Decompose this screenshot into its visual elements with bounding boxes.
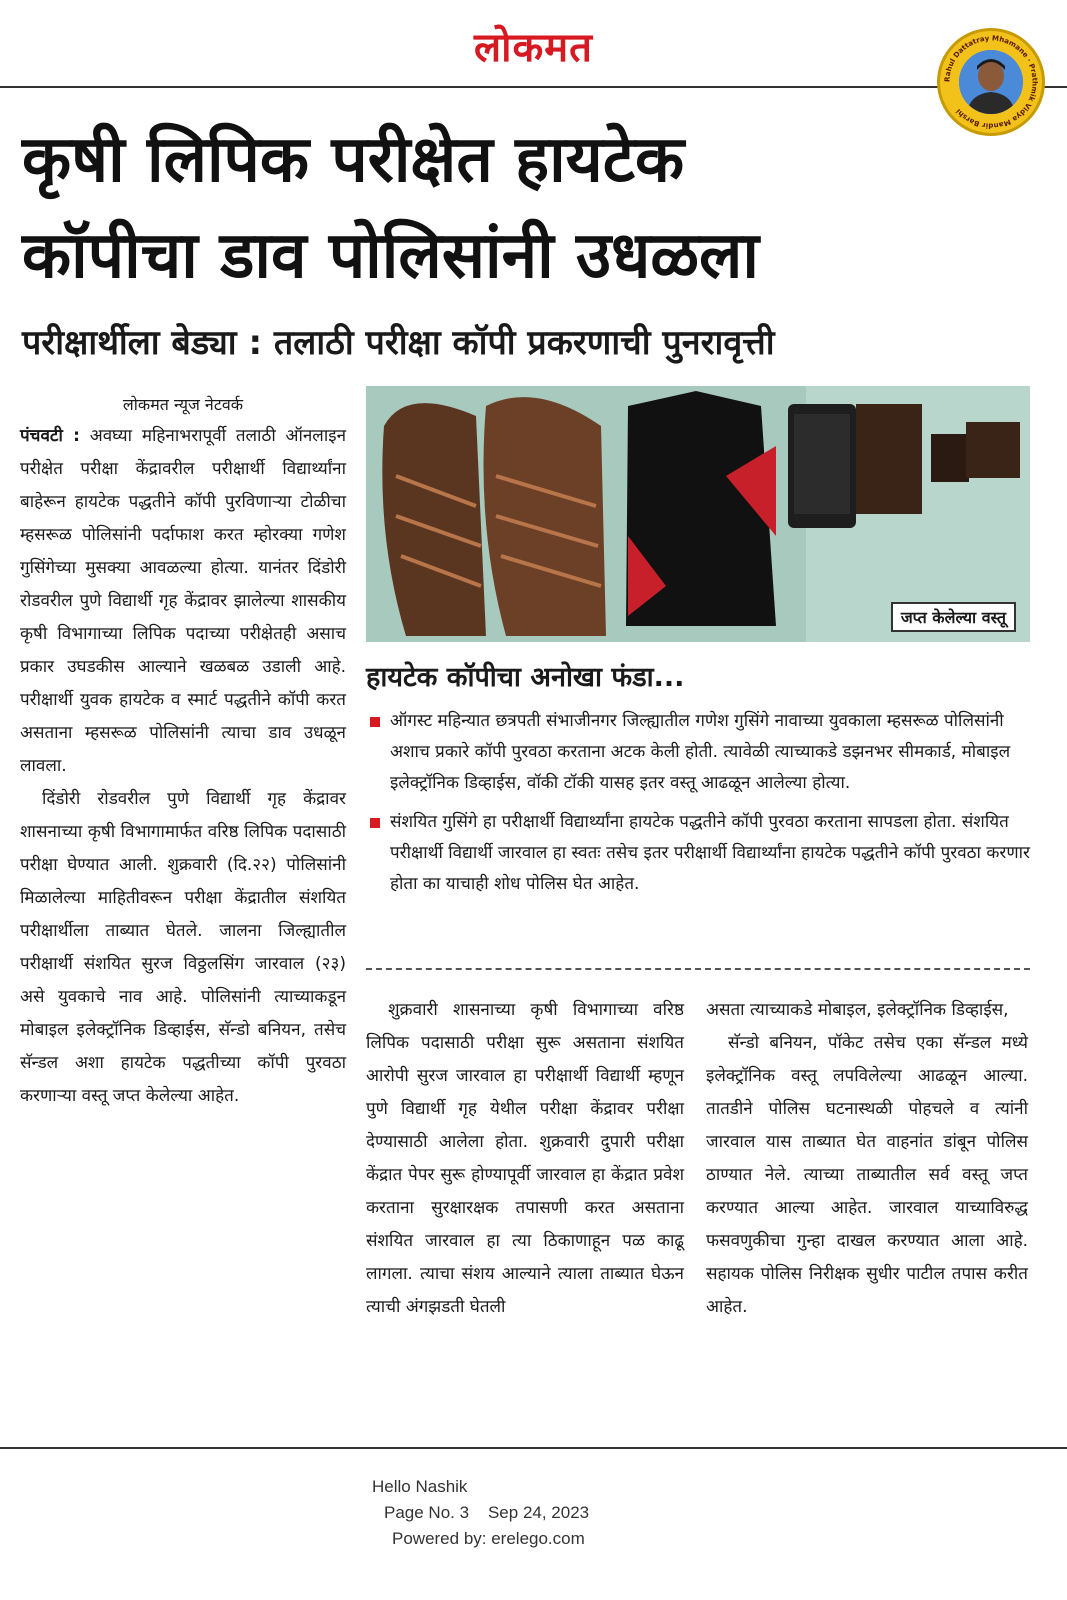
seized-items-photo (366, 386, 1030, 642)
footer-divider (0, 1447, 1067, 1449)
footer-page-date (372, 1500, 702, 1526)
footer-date: Sep 24, 2023 (487, 1503, 590, 1522)
headline-line-2: कॉपीचा डाव पोलिसांनी उधळला (22, 219, 759, 293)
article-paragraph-4: असता त्याच्याकडे मोबाइल, इलेक्ट्रॉनिक डिव्हाईस, (706, 1000, 1009, 1020)
article-column-2 (366, 994, 684, 1324)
photo-caption: जप्त केलेल्या वस्तू (891, 602, 1016, 632)
dateline: पंचवटी : (20, 426, 80, 446)
avatar (959, 50, 1023, 114)
headline-line-1: कृषी लिपिक परीक्षेत हायटेक (22, 123, 685, 197)
bullet-text: संशयित गुसिंगे हा परीक्षार्थी विद्यार्थ्यांना हायटेक पद्धतीने कॉपी पुरवठा करताना सापडला होता. संशयित परीक्षार्थी विद्यार्थी जारवाल हा स्वतः तसेच इतर परीक्षार्थी विद्यार्थ्यांना हायटेक पद्धतीने कॉपी पुरवठा करणार होता का याचाही शोध पोलिस घेत आहेत. (390, 812, 1030, 894)
article-paragraph-5: सॅन्डो बनियन, पॉकेट तसेच एका सॅन्डल मध्ये इलेक्ट्रॉनिक वस्तू लपविलेल्या आढळून आल्या. तातडीने पोलिस घटनास्थळी पोहचले व त्यांनी जारवाल यास ताब्यात घेत वाहनांत डांबून पोलिस ठाण्यात नेले. त्याच्या ताब्यातील सर्व वस्तू जप्त करण्यात आल्या आहेत. जारवाल याच्याविरुद्ध फसवणुकीचा गुन्हा दाखल करण्यात आला आहे. सहायक पोलिस निरीक्षक सुधीर पाटील तपास करीत आहेत. (706, 1033, 1028, 1317)
paragraph-1-text: अवघ्या महिनाभरापूर्वी तलाठी ऑनलाइन परीक्षेत परीक्षा केंद्रावरील परीक्षार्थी विद्यार्थ्यांना बाहेरून हायटेक पद्धतीने कॉपी पुरविणाऱ्या टोळीचा म्हसरूळ पोलिसांनी पर्दाफाश करत म्होरक्या गणेश गुसिंगेच्या मुसक्या आवळल्या होत्या. यानंतर दिंडोरी रोडवरील पुणे विद्यार्थी गृह केंद्रावर झालेल्या शासकीय कृषी विभागाच्या लिपिक पदाच्या परीक्षेतही असाच प्रकार उघडकीस आल्याने खळबळ उडाली आहे. परीक्षार्थी युवक हायटेक व स्मार्ट पद्धतीने कॉपी करत असताना म्हसरूळ पोलिसांनी त्याचा डाव उधळून लावला. (20, 426, 347, 776)
masthead-logo: लोकमत (474, 25, 593, 71)
headline (22, 112, 1052, 304)
subheadline: परीक्षार्थीला बेड्या : तलाठी परीक्षा कॉपी प्रकरणाची पुनरावृत्ती (22, 323, 775, 363)
article-paragraph-3: शुक्रवारी शासनाच्या कृषी विभागाच्या वरिष्ठ लिपिक पदासाठी परीक्षा सुरू असताना संशयित आरोपी सुरज जारवाल हा परीक्षार्थी विद्यार्थी म्हणून पुणे विद्यार्थी गृह येथील परीक्षा केंद्रावर परीक्षा देण्यासाठी आलेला होता. शुक्रवारी दुपारी परीक्षा केंद्रात पेपर सुरू होण्यापूर्वी जारवाल हा केंद्रात प्रवेश करताना सुरक्षारक्षक तपासणी करत असताना संशयित जारवाल हा त्या ठिकाणाहून पळ काढू लागला. त्याचा संशय आल्याने त्याला ताब्यात घेऊन त्याची अंगझडती घेतली (366, 1000, 684, 1317)
bullet-square-icon (370, 818, 380, 828)
sidebar-box-title: हायटेक कॉपीचा अनोखा फंडा... (366, 662, 685, 693)
footer-powered-by: Powered by: erelego.com (392, 1529, 585, 1548)
footer-page: Page No. 3 (384, 1503, 470, 1522)
footer-edition: Hello Nashik (372, 1477, 468, 1496)
dashed-divider (366, 968, 1030, 970)
bullet-text: ऑगस्ट महिन्यात छत्रपती संभाजीनगर जिल्ह्यातील गणेश गुसिंगे नावाच्या युवकाला म्हसरूळ पोलिसांनी अशाच प्रकारे कॉपी पुरवठा करताना अटक केली होती. त्यावेळी त्याच्याकडे डझनभर सीमकार्ड, मोबाइल इलेक्ट्रॉनिक डिव्हाईस, वॉकी टॉकी यासह इतर वस्तू आढळून आलेल्या होत्या. (390, 711, 1011, 793)
byline: लोकमत न्यूज नेटवर्क (122, 395, 244, 414)
article-column-3 (706, 994, 1028, 1324)
page-footer (372, 1474, 702, 1552)
bullet-square-icon (370, 717, 380, 727)
article-paragraph-2: दिंडोरी रोडवरील पुणे विद्यार्थी गृह केंद्रावर शासनाच्या कृषी विभागामार्फत वरिष्ठ लिपिक पदासाठी परीक्षा घेण्यात आली. शुक्रवारी (दि.२२) पोलिसांनी मिळालेल्या माहितीवरून परीक्षा केंद्रातील संशयित परीक्षार्थीला ताब्यात घेतले. जालना जिल्ह्यातील परीक्षार्थी संशयित सुरज विठ्ठलसिंग जारवाल (२३) असे युवकाचे नाव आहे. पोलिसांनी त्याच्याकडून मोबाइल इलेक्ट्रॉनिक डिव्हाईस, सॅन्डो बनियन, तसेच सॅन्डल अशा हायटेक पद्धतीच्या कॉपी पुरवठा करणाऱ्या वस्तू जप्त केलेल्या आहेत. (20, 789, 346, 1106)
article-column-1 (20, 392, 346, 1113)
article-paragraph-1 (20, 420, 346, 783)
header-divider (0, 86, 1067, 88)
bullet-item (366, 706, 1030, 799)
bullet-item (366, 807, 1030, 900)
badge-ring-text: Rahul Dattatray Mhamane · Prathmik Vidya Mandir Barshi (942, 33, 1040, 131)
sidebar-bullets (366, 706, 1030, 908)
